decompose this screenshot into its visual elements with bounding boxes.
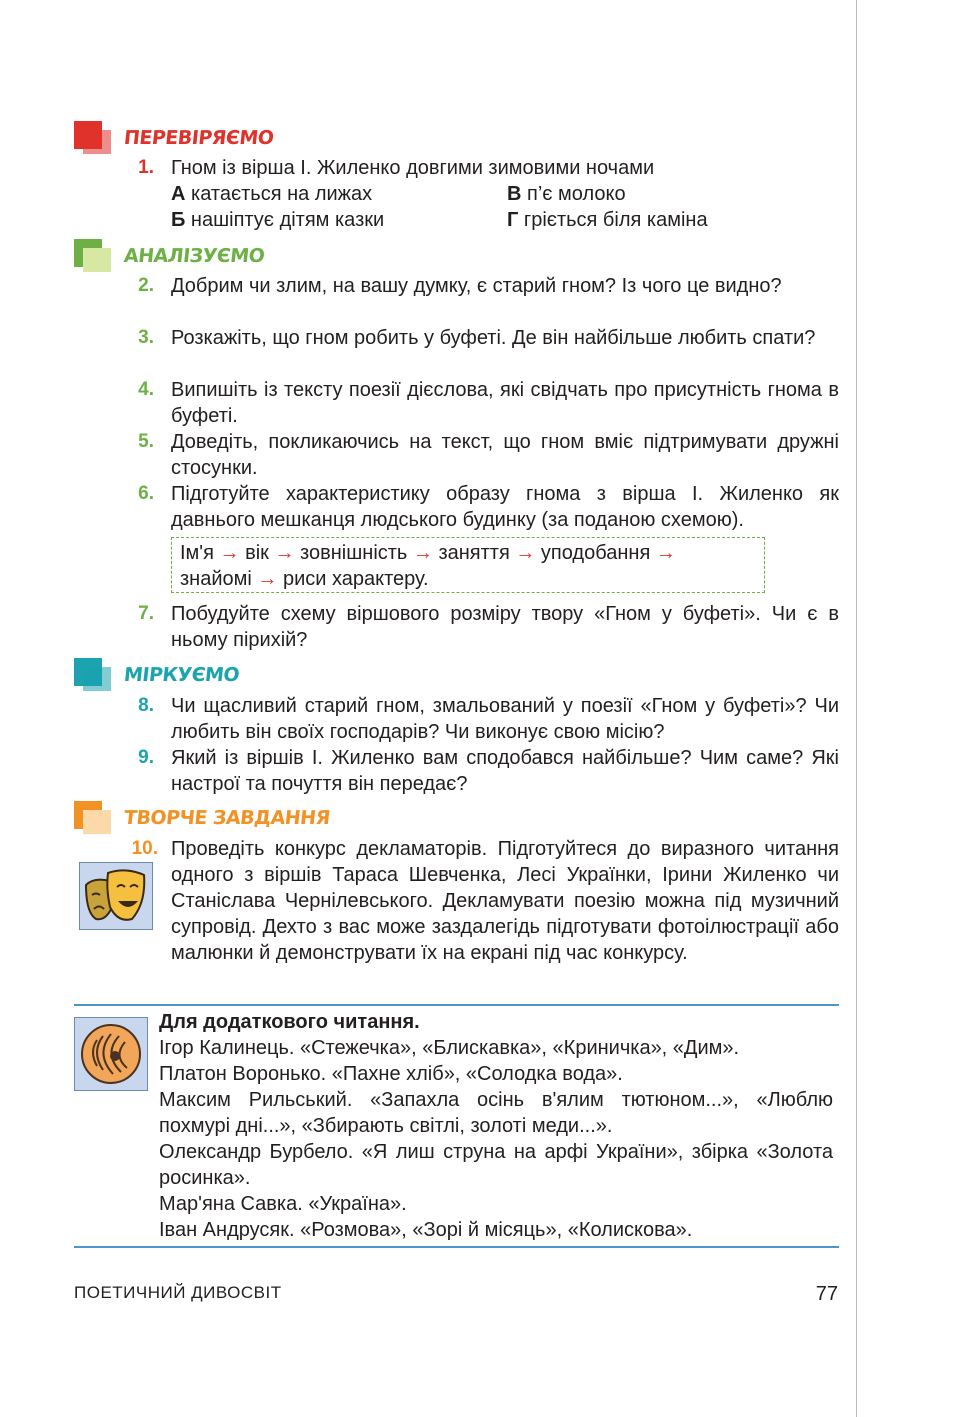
arrow-right-icon: → <box>274 542 295 564</box>
extra-reading-line: Олександр Бурбело. «Я лиш струна на арфі України», збірка «Золота росинка». <box>159 1141 833 1189</box>
top-rule <box>74 1004 839 1006</box>
arrow-right-icon: → <box>655 542 676 564</box>
question-number: 8. <box>138 695 154 716</box>
answer-option-v: В п’є молоко <box>507 183 626 205</box>
question-text: Підготуйте характеристику образу гнома з вірша І. Жиленко як давнього мешканця людського будинку (за поданою схемою). <box>171 483 839 531</box>
question-text: Доведіть, покликаючись на текст, що гном вміє підтримувати дружні стосунки. <box>171 431 839 479</box>
extra-reading-heading: Для додаткового читання. <box>159 1011 420 1033</box>
question-text: Розкажіть, що гном робить у буфеті. Де він найбільше любить спати? <box>171 327 816 349</box>
section-title: ПЕРЕВІРЯЄМО <box>122 127 275 149</box>
question-text: Випишіть із тексту поезії дієслова, які свідчать про присутність гнома в буфеті. <box>171 379 839 427</box>
section-title: ТВОРЧЕ ЗАВДАННЯ <box>122 807 331 829</box>
answer-option-a: А катається на лижах <box>171 183 373 205</box>
vinyl-disc-icon <box>74 1017 148 1091</box>
question-number: 1. <box>138 157 154 178</box>
question-text: Який із віршів І. Жиленко вам сподобався найбільше? Чим саме? Які настрої та почуття він передає? <box>171 747 839 795</box>
question-number: 4. <box>138 379 154 400</box>
extra-reading-line: Іван Андрусяк. «Розмова», «Зорі й місяць», «Колискова». <box>159 1219 693 1241</box>
question-text: Чи щасливий старий гном, змальований у поезії «Гном у буфеті»? Чи любить він своїх господарів? Чи виконує свою місію? <box>171 695 839 743</box>
arrow-right-icon: → <box>412 542 433 564</box>
arrow-right-icon: → <box>515 542 536 564</box>
extra-reading-line: Платон Воронько. «Пахне хліб», «Солодка вода». <box>159 1063 623 1085</box>
arrow-right-icon: → <box>219 542 240 564</box>
bottom-rule <box>74 1246 839 1248</box>
question-number: 3. <box>138 327 154 348</box>
question-text: Добрим чи злим, на вашу думку, є старий гном? Із чого це видно? <box>171 275 782 297</box>
question-text: Побудуйте схему віршового розміру твору «Гном у буфеті». Чи є в ньому пірихій? <box>171 603 839 651</box>
question-number: 9. <box>138 747 154 768</box>
page-number: 77 <box>815 1283 838 1305</box>
extra-reading-line: Максим Рильський. «Запахла осінь в'ялим тютюном...», «Люблю похмурі дні...», «Збирають світлі, золоті меди...». <box>159 1089 833 1137</box>
section-title: МІРКУЄМО <box>122 664 241 686</box>
question-number: 10. <box>131 838 158 859</box>
answer-option-h: Г гріється біля каміна <box>507 209 708 231</box>
section-title: АНАЛІЗУЄМО <box>122 245 266 267</box>
answer-option-b: Б нашіптує дітям казки <box>171 209 385 231</box>
extra-reading-line: Мар'яна Савка. «Україна». <box>159 1193 407 1215</box>
arrow-right-icon: → <box>257 568 278 590</box>
question-text: Проведіть конкурс декламаторів. Підготуйтеся до виразного читання одного з віршів Тараса Шевченка, Лесі Українки, Ірини Жиленко чи Станіслава Чернілевського. Декламувати поезію можна під музичний супровід. Дехто з вас може заздалегідь підготувати фотоілюстрації або малюнки й демонструвати їх на екрані під час конкурсу. <box>171 838 839 964</box>
question-number: 6. <box>138 483 154 504</box>
question-number: 7. <box>138 603 154 624</box>
question-number: 5. <box>138 431 154 452</box>
characterization-scheme: Ім'я → вік → зовнішність → заняття → уподобання → знайомі → риси характеру. <box>171 537 765 593</box>
question-text: Гном із вірша І. Жиленко довгими зимовими ночами <box>171 157 655 179</box>
extra-reading-line: Ігор Калинець. «Стежечка», «Блискавка», «Криничка», «Дим». <box>159 1037 740 1059</box>
page-margin-line <box>856 0 857 1417</box>
theatre-masks-icon <box>79 862 153 930</box>
footer-chapter-title: ПОЕТИЧНИЙ ДИВОСВІТ <box>74 1283 282 1302</box>
question-number: 2. <box>138 275 154 296</box>
